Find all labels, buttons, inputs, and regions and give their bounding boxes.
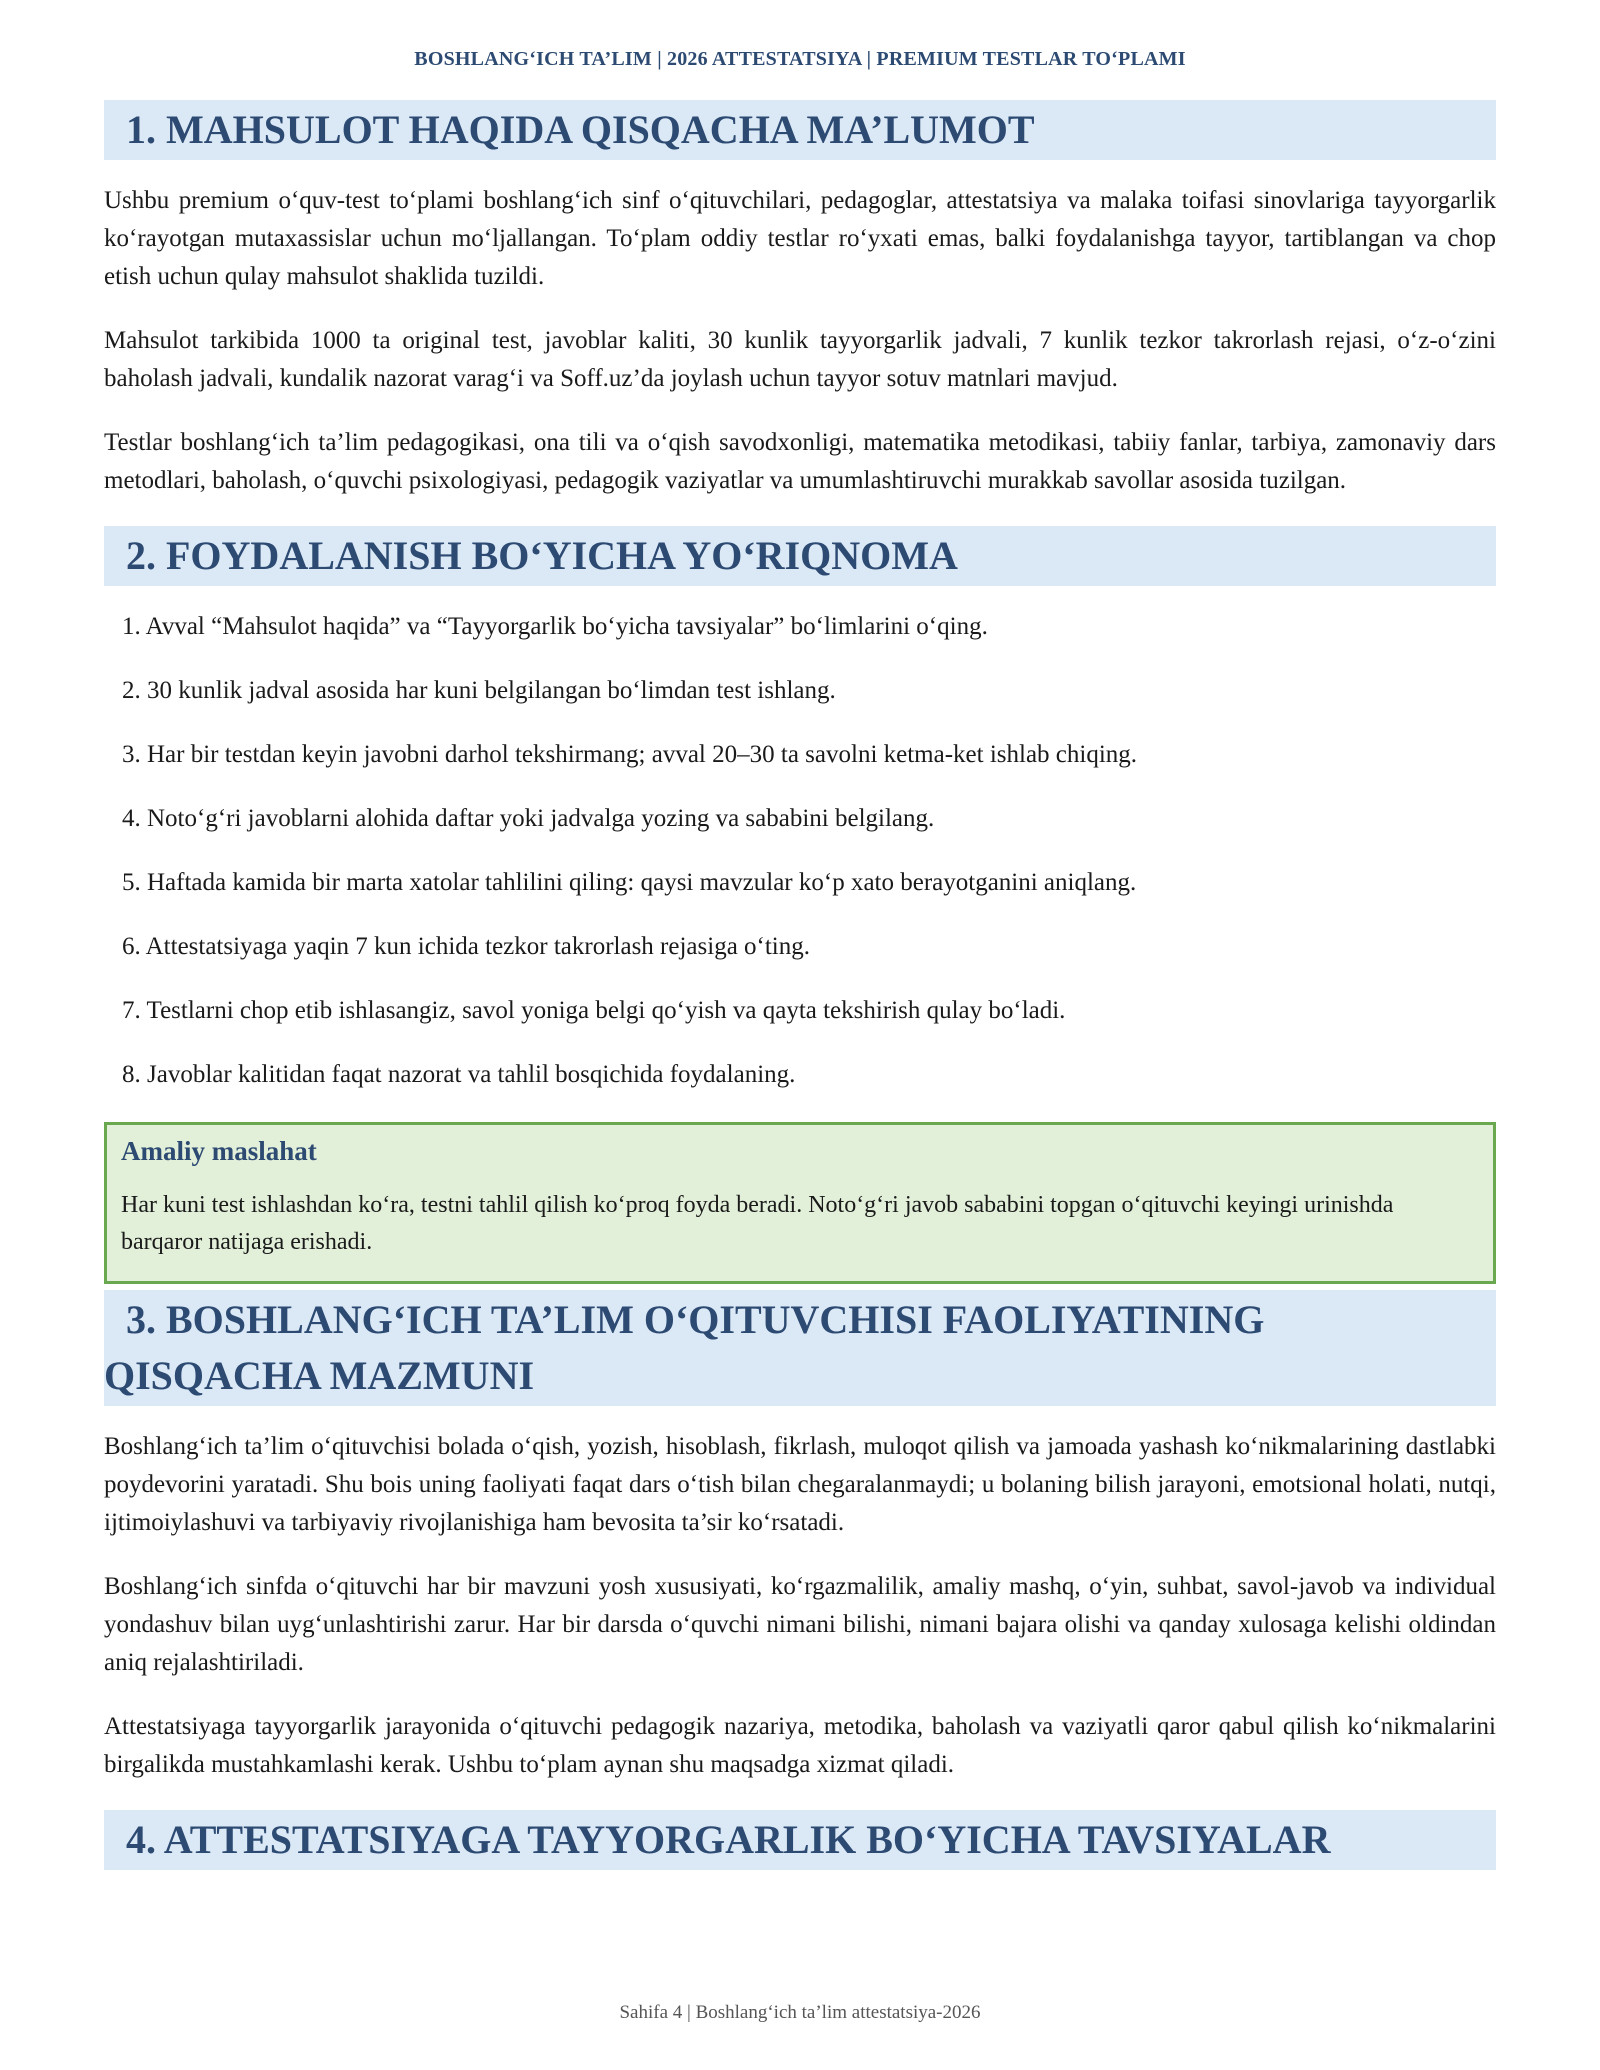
instruction-step: 3. Har bir testdan keyin javobni darhol tekshirmang; avval 20–30 ta savolni ketma-ket ishlab chiqing. <box>122 741 1138 768</box>
running-header: BOSHLANG‘ICH TA’LIM | 2026 ATTESTATSIYA | PREMIUM TESTLAR TO‘PLAMI <box>414 48 1186 70</box>
instruction-list <box>104 608 1496 1094</box>
section-1-heading: 1. MAHSULOT HAQIDA QISQACHA MA’LUMOT <box>104 100 1496 160</box>
page-content <box>104 100 1496 1870</box>
section-2-heading: 2. FOYDALANISH BO‘YICHA YO‘RIQNOMA <box>104 526 1496 586</box>
instruction-step: 8. Javoblar kalitidan faqat nazorat va tahlil bosqichida foydalaning. <box>122 1061 796 1088</box>
page-footer: Sahifa 4 | Boshlang‘ich ta’lim attestatsiya-2026 <box>619 2002 981 2023</box>
section-3-heading <box>104 1290 1496 1406</box>
section-3-paragraph: Boshlang‘ich ta’lim o‘qituvchisi bolada o‘qish, yozish, hisoblash, fikrlash, muloqot qilish va jamoada yashash ko‘nikmalarining dastlabki poydevorini yaratadi. Shu bois uning faoliyati faqat dars o‘tish bilan chegaralanmaydi; u bolaning bilish jarayoni, emotsional holati, nutqi, ijtimoiylashuvi va tarbiyaviy rivojlanishiga ham bevosita ta’sir ko‘rsatadi. <box>104 1433 1496 1536</box>
section-3-paragraph: Boshlang‘ich sinfda o‘qituvchi har bir mavzuni yosh xususiyati, ko‘rgazmalilik, amaliy mashq, o‘yin, suhbat, savol-javob va individual yondashuv bilan uyg‘unlashtirishi zarur. Har bir darsda o‘quvchi nimani bilishi, nimani bajara olishi va qanday xulosaga kelishi oldindan aniq rejalashtiriladi. <box>104 1573 1496 1676</box>
instruction-step: 7. Testlarni chop etib ishlasangiz, savol yoniga belgi qo‘yish va qayta tekshirish qulay bo‘ladi. <box>122 997 1066 1024</box>
tip-text: Har kuni test ishlashdan ko‘ra, testni tahlil qilish ko‘proq foyda beradi. Noto‘g‘ri javob sababini topgan o‘qituvchi keyingi urinishda barqaror natijaga erishadi. <box>121 1192 1394 1255</box>
instruction-step: 2. 30 kunlik jadval asosida har kuni belgilangan bo‘limdan test ishlang. <box>122 677 836 704</box>
section-3-heading-line1: 3. BOSHLANG‘ICH TA’LIM O‘QITUVCHISI FAOLIYATINING <box>126 1297 1265 1342</box>
instruction-step: 4. Noto‘g‘ri javoblarni alohida daftar yoki jadvalga yozing va sababini belgilang. <box>122 805 935 832</box>
section-1-paragraph: Mahsulot tarkibida 1000 ta original test, javoblar kaliti, 30 kunlik tayyorgarlik jadvali, 7 kunlik tezkor takrorlash rejasi, o‘z-o‘zini baholash jadvali, kundalik nazorat varag‘i va Soff.uz’da joylash uchun tayyor sotuv matnlari mavjud. <box>104 327 1496 392</box>
section-1-paragraph: Testlar boshlang‘ich ta’lim pedagogikasi, ona tili va o‘qish savodxonligi, matematika metodikasi, tabiiy fanlar, tarbiya, zamonaviy dars metodlari, baholash, o‘quvchi psixologiyasi, pedagogik vaziyatlar va umumlashtiruvchi murakkab savollar asosida tuzilgan. <box>104 429 1496 494</box>
instruction-step: 5. Haftada kamida bir marta xatolar tahlilini qiling: qaysi mavzular ko‘p xato berayotganini aniqlang. <box>122 869 1137 896</box>
practical-tip-box <box>104 1122 1496 1284</box>
section-3-paragraph: Attestatsiyaga tayyorgarlik jarayonida o‘qituvchi pedagogik nazariya, metodika, baholash va vaziyatli qaror qabul qilish ko‘nikmalarini birgalikda mustahkamlashi kerak. Ushbu to‘plam aynan shu maqsadga xizmat qiladi. <box>104 1713 1496 1778</box>
section-1-paragraph: Ushbu premium o‘quv-test to‘plami boshlang‘ich sinf o‘qituvchilari, pedagoglar, attestatsiya va malaka toifasi sinovlariga tayyorgarlik ko‘rayotgan mutaxassislar uchun mo‘ljallangan. To‘plam oddiy testlar ro‘yxati emas, balki foydalanishga tayyor, tartiblangan va chop etish uchun qulay mahsulot shaklida tuzildi. <box>104 187 1496 290</box>
section-4-heading: 4. ATTESTATSIYAGA TAYYORGARLIK BO‘YICHA TAVSIYALAR <box>104 1810 1496 1870</box>
tip-title: Amaliy maslahat <box>121 1136 317 1166</box>
instruction-step: 1. Avval “Mahsulot haqida” va “Tayyorgarlik bo‘yicha tavsiyalar” bo‘limlarini o‘qing. <box>122 613 988 640</box>
instruction-step: 6. Attestatsiyaga yaqin 7 kun ichida tezkor takrorlash rejasiga o‘ting. <box>122 933 811 960</box>
section-3-heading-line2: QISQACHA MAZMUNI <box>104 1353 535 1398</box>
